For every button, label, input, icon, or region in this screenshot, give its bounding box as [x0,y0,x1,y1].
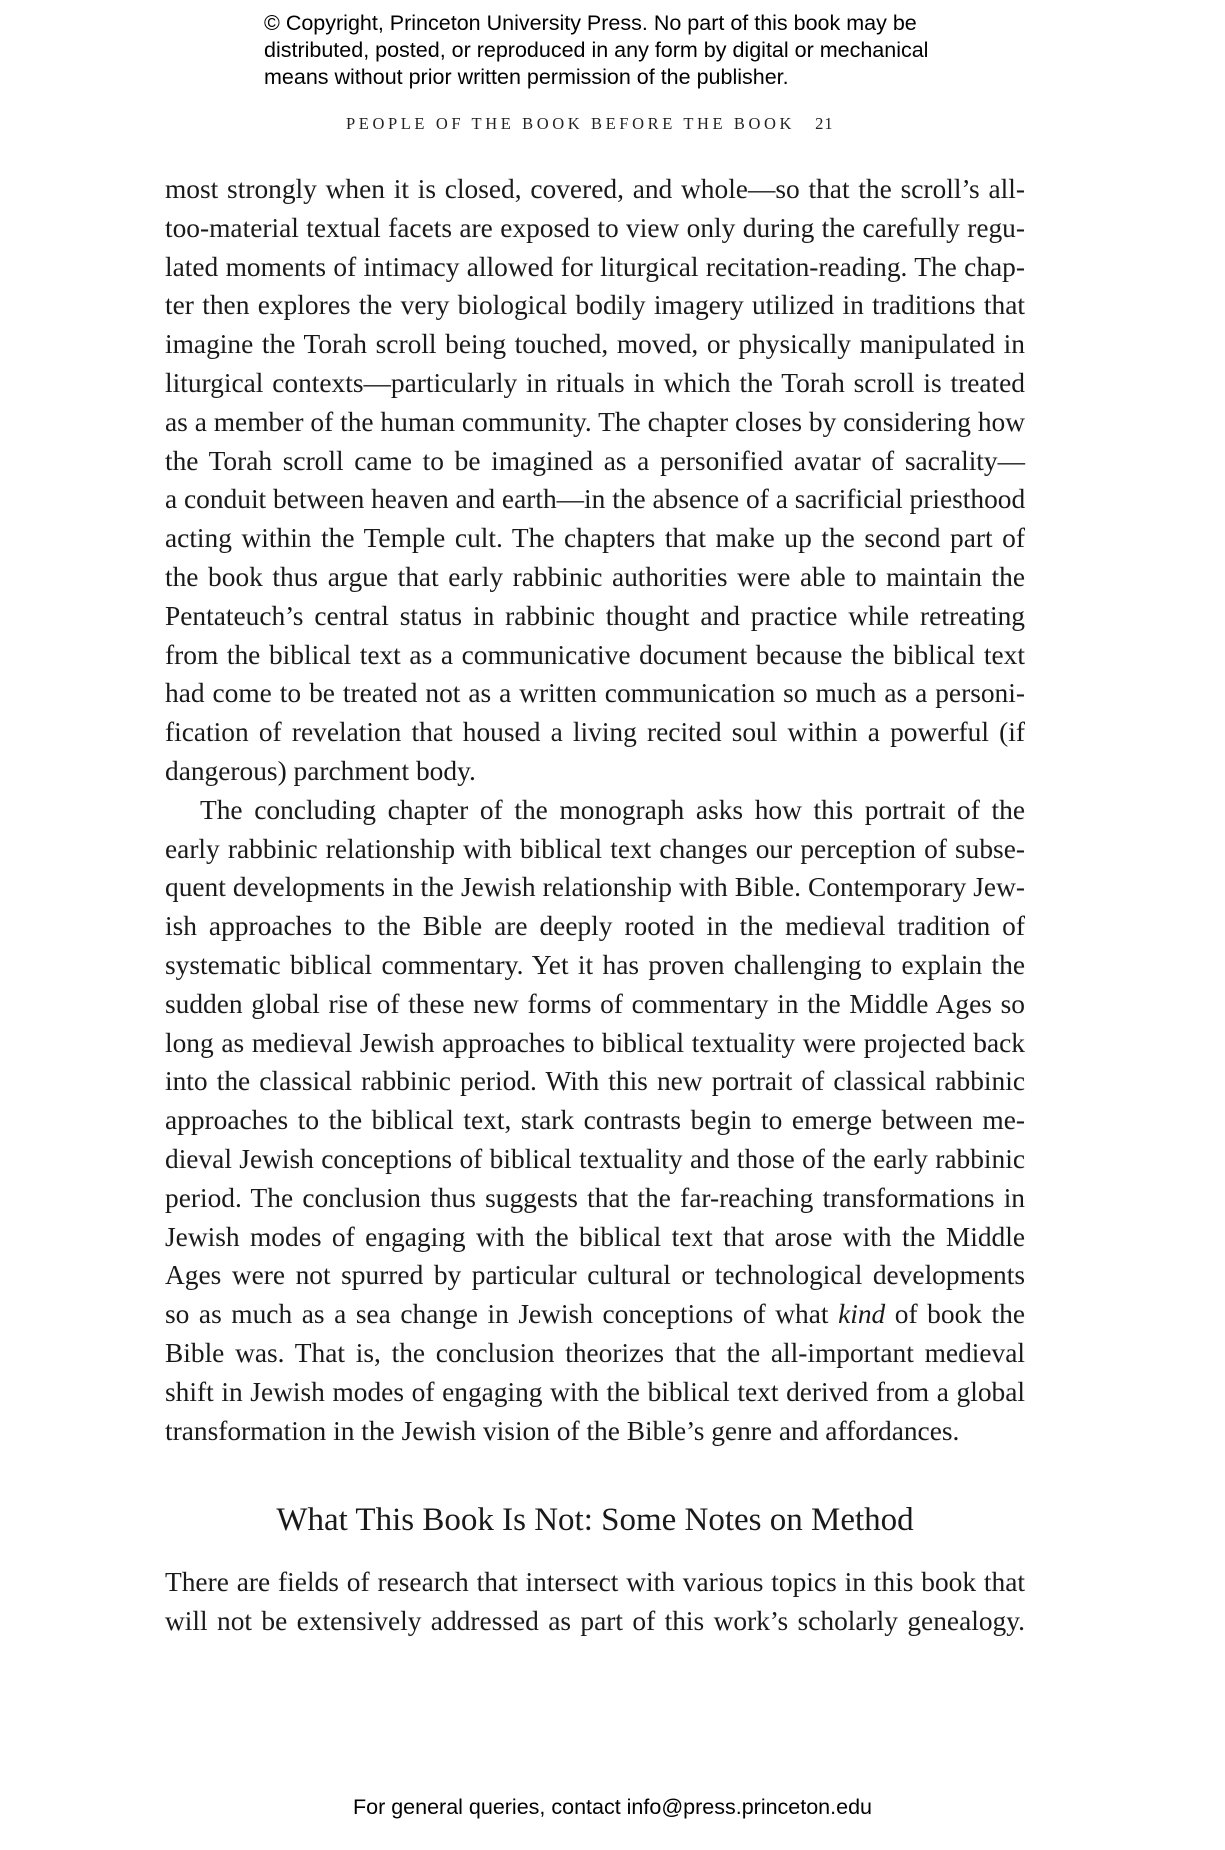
text-line: period. The conclusion thus suggests that the far-reaching transformations in [165,1182,1025,1213]
text-line: dieval Jewish conceptions of biblical textuality and those of the early rabbinic [165,1143,1025,1174]
text-line: the Torah scroll came to be imagined as a personified avatar of sacrality— [165,445,1025,476]
text-line: long as medieval Jewish approaches to biblical textuality were projected back [165,1027,1025,1058]
text-line: will not be extensively addressed as part of this work’s scholarly genealogy. [165,1605,1025,1636]
text-line: ter then explores the very biological bodily imagery utilized in traditions that [165,290,1025,321]
text-line: imagine the Torah scroll being touched, moved, or physically manipulated in [165,329,1025,360]
text-line: as a member of the human community. The chapter closes by considering how [165,406,1025,437]
text-line: had come to be treated not as a written communication so much as a personi- [165,678,1025,709]
text-line: too-material textual facets are exposed to view only during the carefully regu- [165,212,1025,243]
text-line: a conduit between heaven and earth—in the absence of a sacrificial priesthood [165,484,1026,515]
text-segment: so as much as a sea change in Jewish conceptions of what [165,1299,839,1330]
text-line: The concluding chapter of the monograph asks how this portrait of the [200,794,1025,825]
text-line: Bible was. That is, the conclusion theorizes that the all-important medieval [165,1337,1025,1368]
copyright-line: means without prior written permission of the publisher. [264,65,789,89]
text-line: Pentateuch’s central status in rabbinic thought and practice while retreating [165,600,1025,631]
footer-contact: For general queries, contact info@press.princeton.edu [352,1795,872,1819]
text-line: fication of revelation that housed a living recited soul within a powerful (if [165,717,1025,748]
text-line: most strongly when it is closed, covered, and whole—so that the scroll’s all- [165,174,1025,204]
running-head-title: PEOPLE OF THE BOOK BEFORE THE BOOK [346,114,796,133]
italic-word: kind [838,1299,886,1330]
text-line: from the biblical text as a communicative document because the biblical text [165,639,1025,670]
copyright-line: distributed, posted, or reproduced in any form by digital or mechanical [264,38,929,62]
text-line: transformation in the Jewish vision of the Bible’s genre and affordances. [165,1415,960,1446]
text-line: dangerous) parchment body. [165,755,476,786]
text-line: lated moments of intimacy allowed for liturgical recitation-reading. The chap- [165,251,1025,282]
text-line: There are fields of research that intersect with various topics in this book that [165,1567,1025,1597]
running-head [346,114,834,134]
text-segment: of book the [885,1299,1025,1330]
text-line: Jewish modes of engaging with the biblical text that arose with the Middle [165,1221,1025,1252]
text-line: into the classical rabbinic period. With this new portrait of classical rabbinic [165,1066,1025,1097]
section-body-text [165,1563,1025,1641]
page-number: 21 [815,114,834,133]
body-text [165,170,1025,1450]
text-line: systematic biblical commentary. Yet it has proven challenging to explain the [165,949,1025,980]
text-line [165,1295,1025,1334]
copyright-notice [264,10,1024,91]
section-heading: What This Book Is Not: Some Notes on Method [276,1502,914,1538]
text-line: sudden global rise of these new forms of commentary in the Middle Ages so [165,988,1025,1019]
text-line: early rabbinic relationship with biblical text changes our perception of subse- [165,833,1025,864]
text-line: ish approaches to the Bible are deeply rooted in the medieval tradition of [165,911,1025,942]
text-line: shift in Jewish modes of engaging with the biblical text derived from a global [165,1376,1025,1407]
text-line: acting within the Temple cult. The chapters that make up the second part of [165,523,1025,554]
copyright-line: © Copyright, Princeton University Press. No part of this book may be [264,11,917,35]
text-line: approaches to the biblical text, stark contrasts begin to emerge between me- [165,1105,1025,1136]
text-line: quent developments in the Jewish relationship with Bible. Contemporary Jew- [165,872,1025,903]
text-line: liturgical contexts—particularly in rituals in which the Torah scroll is treated [165,367,1025,398]
text-line: the book thus argue that early rabbinic authorities were able to maintain the [165,561,1025,592]
text-line: Ages were not spurred by particular cultural or technological developments [165,1260,1025,1291]
